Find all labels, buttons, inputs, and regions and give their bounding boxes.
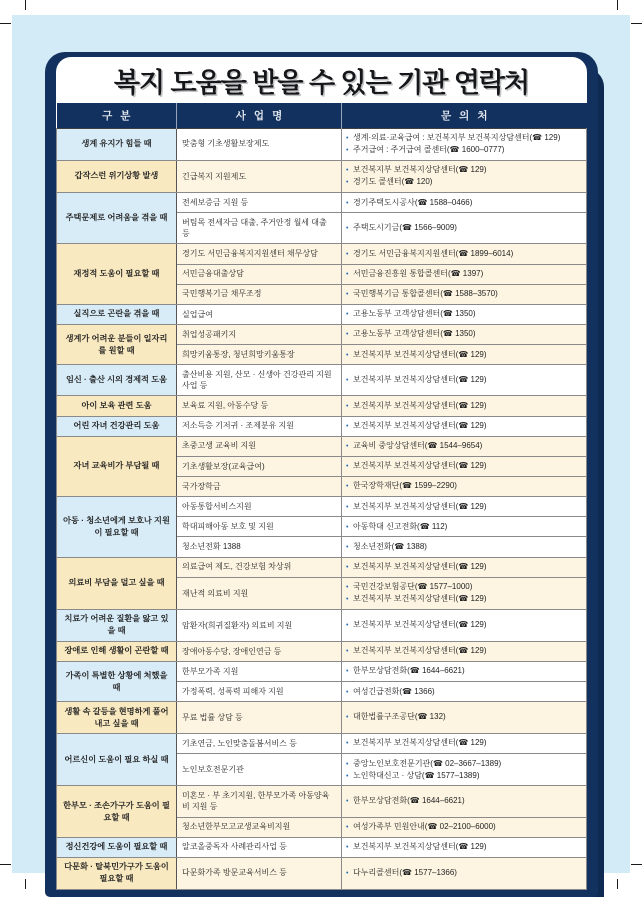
program-cell: 노인보호전문기관 — [177, 754, 342, 786]
contact-text: 국민건강보험공단(☎ 1577–1000) — [353, 582, 473, 592]
bullet-icon: • — [346, 311, 349, 319]
category-cell: 임신 · 출산 시의 경제적 도움 — [57, 365, 177, 396]
category-cell: 어린 자녀 건강관리 도움 — [57, 416, 177, 436]
contact-text: 경기도 서민금융복지지원센터(☎ 1899–6014) — [353, 248, 514, 258]
contact-line — [346, 711, 581, 723]
contact-line — [346, 686, 581, 698]
table-header — [57, 103, 587, 128]
program-cell: 보육료 지원, 아동수당 등 — [177, 396, 342, 416]
category-cell: 치료가 어려운 질환을 앓고 있을 때 — [57, 609, 177, 641]
program-cell: 희망키움통장, 청년희망키움통장 — [177, 345, 342, 365]
contact-cell — [342, 456, 587, 476]
table-row — [57, 857, 587, 889]
table-row — [57, 786, 587, 817]
bullet-icon: • — [346, 351, 349, 359]
program-cell: 청소년전화 1388 — [177, 537, 342, 557]
table-row — [57, 641, 587, 661]
program-cell: 실업급여 — [177, 304, 342, 324]
contact-line — [346, 460, 581, 472]
bullet-icon: • — [346, 584, 349, 592]
contact-text: 보건복지부 보건복지상담센터(☎ 129) — [353, 620, 487, 630]
crop-mark — [617, 879, 618, 889]
contact-cell — [342, 754, 587, 786]
bullet-icon: • — [346, 483, 349, 491]
bullet-icon: • — [346, 402, 349, 410]
program-cell: 기초연금, 노인맞춤돌봄서비스 등 — [177, 733, 342, 753]
contact-text: 보건복지부 보건복지상담센터(☎ 129) — [353, 842, 487, 852]
category-cell: 어르신이 도움이 필요 하실 때 — [57, 733, 177, 785]
bullet-icon: • — [346, 250, 349, 258]
contact-cell — [342, 577, 587, 609]
contact-line — [346, 349, 581, 361]
category-cell: 생계 유지가 힘들 때 — [57, 128, 177, 160]
bullet-icon: • — [346, 760, 349, 768]
contact-line — [346, 176, 581, 188]
table-row — [57, 128, 587, 160]
contact-text: 보건복지부 보건복지상담센터(☎ 129) — [353, 594, 487, 604]
contact-text: 주거급여 : 주거급여 콜센터(☎ 1600–0777) — [353, 145, 505, 155]
contact-cell — [342, 641, 587, 661]
category-cell: 다문화 · 탈북민가구가 도움이 필요할 때 — [57, 857, 177, 889]
bullet-icon: • — [346, 798, 349, 806]
bullet-icon: • — [346, 564, 349, 572]
contact-line — [346, 222, 581, 234]
bullet-icon: • — [346, 543, 349, 551]
contact-cell — [342, 193, 587, 213]
bullet-icon: • — [346, 596, 349, 604]
contact-line — [346, 795, 581, 807]
table-row — [57, 416, 587, 436]
bullet-icon: • — [346, 135, 349, 142]
contact-line — [346, 374, 581, 386]
contact-cell — [342, 609, 587, 641]
table-row — [57, 557, 587, 577]
page-title: 복지 도움을 받을 수 있는 기관 연락처 — [113, 67, 530, 98]
table-row — [57, 160, 587, 192]
contact-line — [346, 821, 581, 833]
bullet-icon: • — [346, 423, 349, 431]
program-cell: 아동통합서비스지원 — [177, 497, 342, 517]
column-header-contact: 문의처 — [342, 103, 587, 128]
contact-line — [346, 561, 581, 573]
contact-line — [346, 132, 581, 144]
program-cell: 의료급여 제도, 건강보험 차상위 — [177, 557, 342, 577]
contact-cell — [342, 416, 587, 436]
category-cell: 주택문제로 어려움을 겪을 때 — [57, 193, 177, 244]
contact-cell — [342, 436, 587, 456]
bullet-icon: • — [346, 668, 349, 676]
contact-cell — [342, 324, 587, 344]
bullet-icon: • — [346, 772, 349, 780]
contact-line — [346, 645, 581, 657]
program-cell: 긴급복지 지원제도 — [177, 160, 342, 192]
contact-line — [346, 501, 581, 513]
contact-line — [346, 737, 581, 749]
bullet-icon: • — [346, 463, 349, 471]
contact-line — [346, 440, 581, 452]
contact-cell — [342, 733, 587, 753]
contact-line — [346, 521, 581, 533]
bullet-icon: • — [346, 503, 349, 511]
contact-line — [346, 770, 581, 782]
program-cell: 버팀목 전세자금 대출, 주거안정 월세 대출 등 — [177, 213, 342, 244]
contact-line — [346, 581, 581, 593]
category-cell: 자녀 교육비가 부담될 때 — [57, 436, 177, 496]
table-row — [57, 609, 587, 641]
contact-text: 한부모상담전화(☎ 1644–6621) — [353, 666, 465, 676]
contact-text: 보건복지부 보건복지상담센터(☎ 129) — [353, 646, 487, 656]
contact-text: 청소년전화(☎ 1388) — [353, 541, 427, 551]
category-cell: 아이 보육 관련 도움 — [57, 396, 177, 416]
crop-mark — [631, 864, 642, 865]
table-row — [57, 193, 587, 213]
contact-line — [346, 144, 581, 156]
contact-cell — [342, 557, 587, 577]
contact-cell — [342, 365, 587, 396]
contact-cell — [342, 284, 587, 304]
category-cell: 실직으로 곤란을 겪을 때 — [57, 304, 177, 324]
bullet-icon: • — [346, 271, 349, 279]
category-cell: 생계가 어려운 분들이 일자리를 원할 때 — [57, 324, 177, 364]
contact-line — [346, 665, 581, 677]
table-row — [57, 661, 587, 681]
contact-text: 서민금융진흥원 통합콜센터(☎ 1397) — [353, 269, 484, 279]
table-row — [57, 244, 587, 264]
program-cell: 전세보증금 지원 등 — [177, 193, 342, 213]
program-cell: 국민행복기금 채무조정 — [177, 284, 342, 304]
bullet-icon: • — [346, 331, 349, 339]
contact-cell — [342, 264, 587, 284]
welfare-table-card — [45, 52, 598, 897]
category-cell: 갑작스런 위기상황 발생 — [57, 160, 177, 192]
category-cell: 생활 속 갈등을 현명하게 풀어내고 싶을 때 — [57, 702, 177, 734]
table-row — [57, 396, 587, 416]
program-cell: 출산비용 지원, 산모 · 신생아 건강관리 지원사업 등 — [177, 365, 342, 396]
title-banner — [56, 57, 587, 103]
program-cell: 재난적 의료비 지원 — [177, 577, 342, 609]
program-cell: 미혼모 · 부 초기지원, 한부모가족 아동양육비 지원 등 — [177, 786, 342, 817]
program-cell: 저소득층 기저귀 · 조제분유 지원 — [177, 416, 342, 436]
bullet-icon: • — [346, 443, 349, 451]
crop-mark — [0, 864, 11, 865]
contact-line — [346, 308, 581, 320]
category-cell: 의료비 부담을 덜고 싶을 때 — [57, 557, 177, 609]
table-body — [57, 128, 587, 889]
contact-text: 노인학대신고 · 상담(☎ 1577–1389) — [353, 770, 480, 780]
bullet-icon: • — [346, 167, 349, 175]
category-cell: 재정적 도움이 필요할 때 — [57, 244, 177, 304]
bullet-icon: • — [346, 844, 349, 852]
bullet-icon: • — [346, 824, 349, 832]
table-row — [57, 837, 587, 857]
contact-text: 여성가족부 민원안내(☎ 02–2100–6000) — [353, 822, 496, 832]
contact-cell — [342, 396, 587, 416]
program-cell: 청소년한부모고교생교육비지원 — [177, 817, 342, 837]
contact-line — [346, 841, 581, 853]
table-row — [57, 304, 587, 324]
crop-mark — [617, 0, 618, 10]
crop-mark — [25, 879, 26, 889]
contact-cell — [342, 517, 587, 537]
program-cell: 서민금융대출상담 — [177, 264, 342, 284]
contact-line — [346, 400, 581, 412]
contact-text: 국민행복기금 통합콜센터(☎ 1588–3570) — [353, 289, 498, 299]
category-cell: 한부모 · 조손가구가 도움이 필요할 때 — [57, 786, 177, 837]
contact-text: 보건복지부 보건복지상담센터(☎ 129) — [353, 501, 487, 511]
bullet-icon: • — [346, 291, 349, 299]
bullet-icon: • — [346, 648, 349, 656]
program-cell: 취업성공패키지 — [177, 324, 342, 344]
contact-line — [346, 480, 581, 492]
contact-text: 생계·의료·교육급여 : 보건복지부 보건복지상담센터(☎ 129) — [353, 133, 561, 142]
bullet-icon: • — [346, 714, 349, 722]
contact-text: 고용노동부 고객상담센터(☎ 1350) — [353, 309, 476, 319]
column-header-category: 구분 — [57, 103, 177, 128]
contact-line — [346, 619, 581, 631]
contact-line — [346, 328, 581, 340]
contact-line — [346, 268, 581, 280]
bullet-icon: • — [346, 688, 349, 696]
program-cell: 기초생활보장(교육급여) — [177, 456, 342, 476]
contact-cell — [342, 128, 587, 160]
bullet-icon: • — [346, 377, 349, 385]
bullet-icon: • — [346, 523, 349, 531]
contact-cell — [342, 497, 587, 517]
category-cell: 가족이 특별한 상황에 처했을 때 — [57, 661, 177, 701]
contact-text: 교육비 중앙상담센터(☎ 1544–9654) — [353, 441, 483, 451]
crop-mark — [25, 0, 26, 10]
contact-line — [346, 420, 581, 432]
contact-text: 대한법률구조공단(☎ 132) — [353, 712, 446, 722]
bullet-icon: • — [346, 179, 349, 187]
program-cell: 장애아동수당, 장애인연금 등 — [177, 641, 342, 661]
category-cell: 장애로 인해 생활이 곤란할 때 — [57, 641, 177, 661]
contact-text: 한부모상담전화(☎ 1644–6621) — [353, 796, 465, 806]
contact-text: 보건복지부 보건복지상담센터(☎ 129) — [353, 562, 487, 572]
bullet-icon: • — [346, 622, 349, 630]
contact-text: 중앙노인보호전문기관(☎ 02–3667–1389) — [353, 758, 502, 768]
contact-line — [346, 288, 581, 300]
contact-text: 경기주택도시공사(☎ 1588–0466) — [353, 197, 473, 207]
table-row — [57, 702, 587, 734]
program-cell: 가정폭력, 성폭력 피해자 지원 — [177, 682, 342, 702]
contact-line — [346, 541, 581, 553]
contact-cell — [342, 244, 587, 264]
contact-cell — [342, 837, 587, 857]
category-cell: 아동 · 청소년에게 보호나 지원이 필요할 때 — [57, 497, 177, 557]
contact-cell — [342, 537, 587, 557]
contact-text: 보건복지부 보건복지상담센터(☎ 129) — [353, 165, 487, 175]
contact-text: 여성긴급전화(☎ 1366) — [353, 686, 435, 696]
contact-cell — [342, 857, 587, 889]
program-cell: 학대피해아동 보호 및 지원 — [177, 517, 342, 537]
table-row — [57, 497, 587, 517]
contact-line — [346, 867, 581, 879]
program-cell: 다문화가족 방문교육서비스 등 — [177, 857, 342, 889]
welfare-contact-table — [56, 103, 587, 890]
program-cell: 암환자(희귀질환자) 의료비 지원 — [177, 609, 342, 641]
contact-cell — [342, 213, 587, 244]
table-row — [57, 733, 587, 753]
contact-text: 고용노동부 고객상담센터(☎ 1350) — [353, 329, 476, 339]
contact-line — [346, 164, 581, 176]
table-row — [57, 324, 587, 344]
contact-text: 보건복지부 보건복지상담센터(☎ 129) — [353, 461, 487, 471]
contact-cell — [342, 160, 587, 192]
program-cell: 경기도 서민금융복지지원센터 채무상담 — [177, 244, 342, 264]
contact-text: 보건복지부 보건복지상담센터(☎ 129) — [353, 349, 487, 359]
contact-line — [346, 758, 581, 770]
contact-cell — [342, 476, 587, 496]
contact-text: 다누리콜센터(☎ 1577–1366) — [353, 868, 457, 878]
crop-mark — [0, 23, 11, 24]
contact-text: 보건복지부 보건복지상담센터(☎ 129) — [353, 400, 487, 410]
contact-line — [346, 197, 581, 209]
column-header-program: 사업명 — [177, 103, 342, 128]
program-cell: 맞춤형 기초생활보장제도 — [177, 128, 342, 160]
program-cell: 국가장학금 — [177, 476, 342, 496]
contact-cell — [342, 786, 587, 817]
contact-line — [346, 593, 581, 605]
category-cell: 정신건강에 도움이 필요할 때 — [57, 837, 177, 857]
bullet-icon: • — [346, 740, 349, 748]
program-cell: 무료 법률 상담 등 — [177, 702, 342, 734]
bullet-icon: • — [346, 147, 349, 155]
contact-cell — [342, 304, 587, 324]
contact-text: 경기도 콜센터(☎ 120) — [353, 177, 433, 187]
program-cell: 초중고생 교육비 지원 — [177, 436, 342, 456]
program-cell: 한부모가족 지원 — [177, 661, 342, 681]
contact-line — [346, 248, 581, 260]
bullet-icon: • — [346, 870, 349, 878]
contact-cell — [342, 682, 587, 702]
bullet-icon: • — [346, 199, 349, 207]
contact-text: 보건복지부 보건복지상담센터(☎ 129) — [353, 375, 487, 385]
contact-cell — [342, 817, 587, 837]
program-cell: 알코올중독자 사례관리사업 등 — [177, 837, 342, 857]
crop-mark — [631, 23, 642, 24]
contact-cell — [342, 702, 587, 734]
contact-cell — [342, 661, 587, 681]
table-row — [57, 365, 587, 396]
contact-text: 아동학대 신고전화(☎ 112) — [353, 521, 448, 531]
contact-cell — [342, 345, 587, 365]
table-row — [57, 436, 587, 456]
contact-text: 주택도시기금(☎ 1566–9009) — [353, 223, 457, 233]
contact-text: 한국장학재단(☎ 1599–2290) — [353, 481, 457, 491]
bullet-icon: • — [346, 225, 349, 233]
table-header-row — [57, 103, 587, 128]
contact-text: 보건복지부 보건복지상담센터(☎ 129) — [353, 738, 487, 748]
contact-text: 보건복지부 보건복지상담센터(☎ 129) — [353, 421, 487, 431]
